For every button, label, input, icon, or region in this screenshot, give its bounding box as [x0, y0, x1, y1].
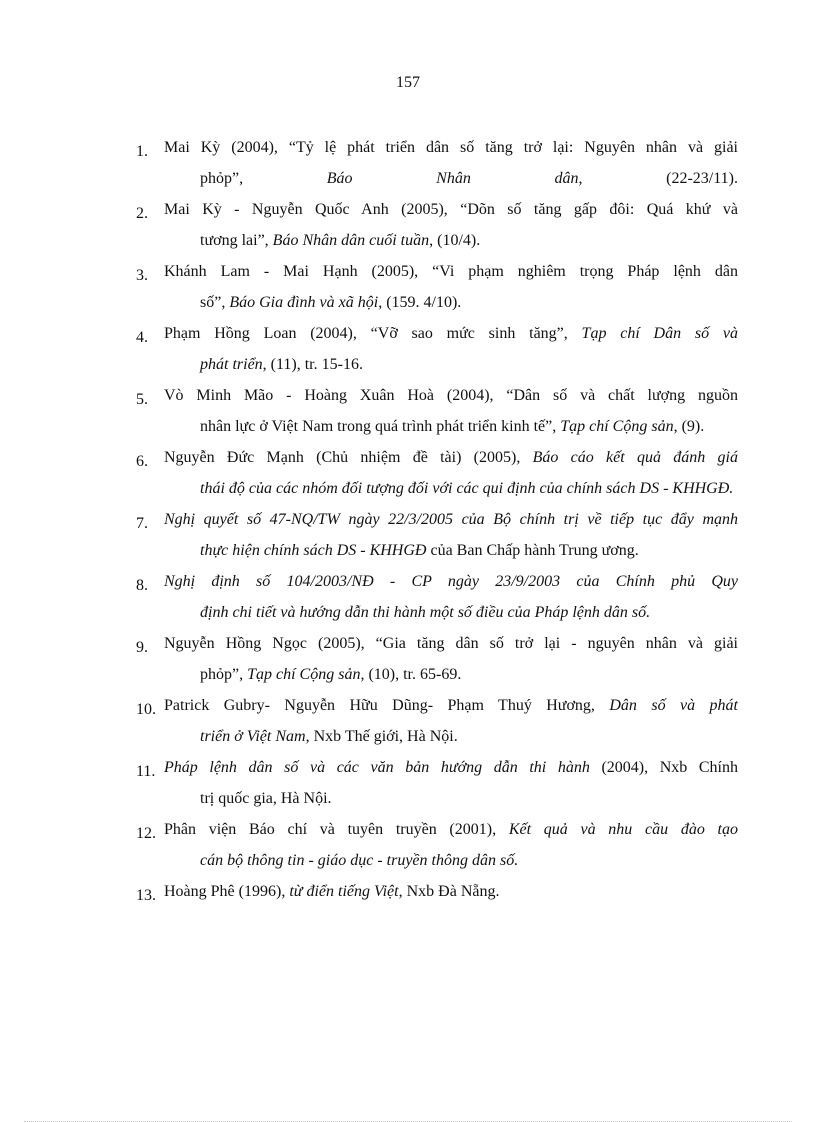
reference-title-segment: Tạp chí Dân số và: [581, 325, 738, 342]
reference-item: [136, 752, 738, 814]
reference-segment: Hoàng Phê (1996),: [164, 883, 290, 900]
reference-item: [136, 566, 738, 628]
reference-number: 13.: [136, 887, 156, 904]
reference-continuation: [164, 473, 738, 504]
reference-continuation: [164, 597, 738, 628]
reference-title-segment: cán bộ thông tin - giáo dục - truyền thông dân số.: [200, 852, 519, 869]
reference-number: 1.: [136, 143, 148, 160]
reference-continuation: [164, 659, 738, 690]
reference-title-segment: Tạp chí Cộng sản: [247, 666, 361, 683]
reference-text: [164, 132, 738, 194]
reference-continuation: [164, 225, 738, 256]
reference-first-line: [164, 132, 738, 163]
reference-segment: Nguyễn Hồng Ngọc (2005), “Gia tăng dân số trở lại - nguyên nhân và giải: [164, 635, 738, 652]
reference-text: [164, 380, 738, 442]
reference-title-segment: Kết quả và nhu cầu đào tạo: [508, 821, 738, 838]
reference-segment: , (11), tr. 15-16.: [262, 356, 363, 373]
reference-number: 5.: [136, 391, 148, 408]
reference-item: [136, 132, 738, 194]
reference-segment: , Nxb Thế giới, Hà Nội.: [305, 728, 458, 745]
reference-segment: Mai Kỳ - Nguyễn Quốc Anh (2005), “Dõn số tăng gấp đôi: Quá khứ và: [164, 201, 738, 218]
reference-title-segment: Báo Gia đình và xã hội: [229, 294, 379, 311]
reference-text: [164, 256, 738, 318]
reference-title-segment: Nghị quyết số 47-NQ/TW ngày 22/3/2005 của Bộ chính trị về tiếp tục đẩy mạnh: [164, 511, 738, 528]
reference-first-line: [164, 256, 738, 287]
reference-title-segment: định chi tiết và hướng dẫn thi hành một số điều của Pháp lệnh dân số.: [200, 604, 651, 621]
reference-text: [164, 876, 738, 907]
reference-first-line: [164, 442, 738, 473]
reference-text: [164, 566, 738, 628]
reference-segment: trị quốc gia, Hà Nội.: [200, 790, 332, 807]
reference-segment: Patrick Gubry- Nguyễn Hữu Dũng- Phạm Thuý Hương,: [164, 697, 610, 714]
reference-item: [136, 814, 738, 876]
reference-number: 8.: [136, 577, 148, 594]
reference-title-segment: thái độ của các nhóm đối tượng đối với các qui định của chính sách DS - KHHGĐ.: [200, 480, 734, 497]
reference-title-segment: Báo cáo kết quả đánh giá: [532, 449, 738, 466]
reference-text: [164, 194, 738, 256]
page-number: 157: [396, 74, 420, 91]
reference-title-segment: phát triển: [200, 356, 263, 373]
reference-continuation: [164, 783, 738, 814]
reference-continuation: [164, 163, 738, 194]
reference-title-segment: Tạp chí Cộng sản: [560, 418, 674, 435]
reference-segment: , (22-23/11).: [578, 170, 738, 187]
reference-first-line: [164, 566, 738, 597]
reference-text: [164, 628, 738, 690]
reference-text: [164, 690, 738, 752]
reference-first-line: [164, 380, 738, 411]
reference-item: [136, 628, 738, 690]
reference-number: 3.: [136, 267, 148, 284]
reference-text: [164, 442, 738, 504]
reference-title-segment: từ điển tiếng Việt: [289, 883, 399, 900]
reference-number: 2.: [136, 205, 148, 222]
reference-segment: phỏp”,: [200, 666, 248, 683]
reference-segment: , (9).: [673, 418, 705, 435]
reference-item: [136, 194, 738, 256]
page-bottom-divider: [24, 1121, 792, 1122]
reference-item: [136, 504, 738, 566]
reference-number: 7.: [136, 515, 148, 532]
reference-number: 12.: [136, 825, 156, 842]
reference-first-line: [164, 814, 738, 845]
reference-first-line: [164, 752, 738, 783]
reference-title-segment: Dân số và phát: [609, 697, 738, 714]
reference-segment: , Nxb Đà Nẵng.: [398, 883, 500, 900]
reference-number: 11.: [136, 763, 156, 780]
reference-first-line: [164, 876, 738, 907]
reference-text: [164, 814, 738, 876]
reference-segment: Phạm Hồng Loan (2004), “Vỡ sao mức sinh tăng”,: [164, 325, 582, 342]
reference-number: 6.: [136, 453, 148, 470]
reference-segment: , (159. 4/10).: [378, 294, 462, 311]
reference-segment: , (10/4).: [429, 232, 481, 249]
reference-segment: tương lai”,: [200, 232, 273, 249]
reference-continuation: [164, 411, 738, 442]
reference-first-line: [164, 690, 738, 721]
reference-first-line: [164, 318, 738, 349]
reference-segment: số”,: [200, 294, 230, 311]
reference-segment: Vò Minh Mão - Hoàng Xuân Hoà (2004), “Dân số và chất lượng nguồn: [164, 387, 738, 404]
reference-number: 4.: [136, 329, 148, 346]
reference-segment: phỏp”,: [200, 170, 327, 187]
reference-first-line: [164, 504, 738, 535]
reference-segment: , (10), tr. 65-69.: [360, 666, 462, 683]
reference-segment: của Ban Chấp hành Trung ương.: [430, 542, 639, 559]
reference-continuation: [164, 721, 738, 752]
reference-item: [136, 690, 738, 752]
reference-continuation: [164, 349, 738, 380]
reference-segment: Mai Kỳ (2004), “Tỷ lệ phát triển dân số tăng trở lại: Nguyên nhân và giải: [164, 139, 738, 156]
reference-item: [136, 380, 738, 442]
reference-first-line: [164, 194, 738, 225]
reference-segment: Khánh Lam - Mai Hạnh (2005), “Vi phạm nghiêm trọng Pháp lệnh dân: [164, 263, 738, 280]
reference-segment: Nguyễn Đức Mạnh (Chủ nhiệm đề tài) (2005),: [164, 449, 533, 466]
reference-item: [136, 876, 738, 907]
reference-title-segment: Báo Nhân dân cuối tuần: [272, 232, 430, 249]
reference-number: 10.: [136, 701, 156, 718]
reference-text: [164, 318, 738, 380]
reference-continuation: [164, 535, 738, 566]
reference-item: [136, 256, 738, 318]
reference-text: [164, 752, 738, 814]
reference-title-segment: Pháp lệnh dân số và các văn bản hướng dẫn thi hành: [164, 759, 590, 776]
reference-continuation: [164, 287, 738, 318]
reference-number: 9.: [136, 639, 148, 656]
reference-segment: nhân lực ở Việt Nam trong quá trình phát triển kinh tế”,: [200, 418, 561, 435]
reference-title-segment: triển ở Việt Nam: [200, 728, 306, 745]
reference-item: [136, 318, 738, 380]
reference-continuation: [164, 845, 738, 876]
reference-item: [136, 442, 738, 504]
reference-segment: Phân viện Báo chí và tuyên truyền (2001),: [164, 821, 509, 838]
reference-title-segment: Nghị định số 104/2003/NĐ - CP ngày 23/9/2003 của Chính phủ Quy: [164, 573, 738, 590]
reference-segment: (2004), Nxb Chính: [589, 759, 739, 776]
reference-title-segment: Báo Nhân dân: [326, 170, 579, 187]
reference-first-line: [164, 628, 738, 659]
reference-text: [164, 504, 738, 566]
reference-list: [136, 132, 738, 907]
reference-title-segment: thực hiện chính sách DS - KHHGĐ: [200, 542, 431, 559]
